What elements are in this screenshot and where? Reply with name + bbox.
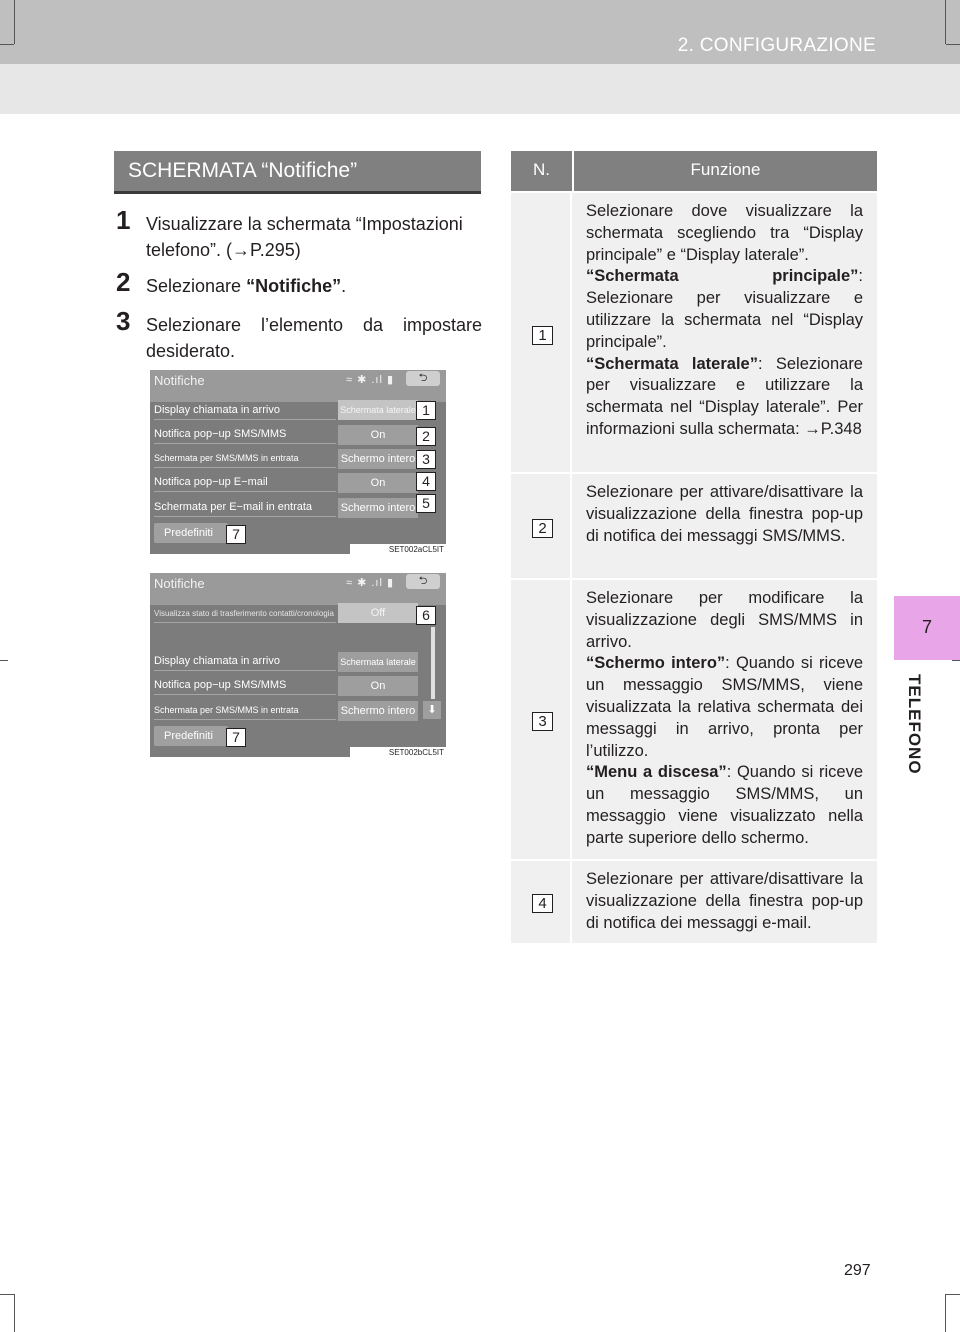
screenshot-notifiche-1 xyxy=(150,370,446,554)
row-description: Selezionare per attivare/disattivare la visualizzazione della finestra pop-up di notifica dei messaggi SMS/MMS. xyxy=(586,483,863,545)
row-number: 1 xyxy=(532,326,553,345)
page-number: 297 xyxy=(844,1262,871,1279)
setting-label: Notifica pop−up SMS/MMS xyxy=(154,677,336,695)
callout-label: 3 xyxy=(416,450,436,469)
callout-label: 6 xyxy=(416,606,436,625)
step-text: Selezionare “Notifiche”. xyxy=(146,276,347,296)
setting-label: Schermata per SMS/MMS in entrata xyxy=(154,450,336,468)
crop-mark xyxy=(945,1294,946,1332)
setting-label: Display chiamata in arrivo xyxy=(154,402,336,420)
row-number-cell xyxy=(511,580,572,859)
row-description: Selezionare dove visualizzare la schermata scegliendo tra “Display principale” e “Display laterale”. “Schermata principale”: Selezionare per visualizzare e utilizzare la schermata nel “Display principale”. “Schermata laterale”: Selezionare per visualizzare e utilizzare la schermata nel “Display laterale”. Per informazioni sulla schermata: →P.348 xyxy=(586,202,863,438)
setting-value-button[interactable]: Schermo intero xyxy=(338,701,418,721)
callout-label: 7 xyxy=(226,525,246,544)
screenshot-notifiche-2 xyxy=(150,573,446,757)
crop-mark xyxy=(946,44,960,45)
step-3 xyxy=(116,306,482,364)
callout-label: 4 xyxy=(416,472,436,491)
page-reference: →P.348 xyxy=(804,419,862,438)
status-icons: ≈ ✱ .ıl ▮ xyxy=(346,577,395,589)
table-row xyxy=(511,191,877,472)
crop-mark xyxy=(0,1294,14,1295)
crop-mark xyxy=(0,44,14,45)
setting-value-button[interactable]: On xyxy=(338,676,418,696)
back-button[interactable]: ⮌ xyxy=(406,574,440,589)
figure-code: SET002bCL5IT xyxy=(350,747,446,757)
callout-label: 7 xyxy=(226,728,246,747)
callout-label: 5 xyxy=(416,494,436,513)
figure-code: SET002aCL5IT xyxy=(350,544,446,554)
screen-title: Notifiche xyxy=(154,373,205,388)
row-number: 2 xyxy=(532,519,553,538)
setting-value-button[interactable]: Schermata laterale xyxy=(338,652,418,672)
setting-label: Notifica pop−up E−mail xyxy=(154,474,336,492)
setting-label: Visualizza stato di trasferimento contatti/cronologia xyxy=(154,605,336,623)
back-button[interactable]: ⮌ xyxy=(406,371,440,386)
chapter-label: TELEFONO xyxy=(905,674,924,775)
setting-label: Display chiamata in arrivo xyxy=(154,653,336,671)
scrollbar[interactable] xyxy=(431,627,435,699)
table-row xyxy=(511,472,877,578)
step-number: 2 xyxy=(116,267,131,297)
step-text: Visualizzare la schermata “Impostazioni telefono”. (→P.295) xyxy=(146,214,463,260)
crop-mark xyxy=(0,660,8,661)
chapter-title: 2. CONFIGURAZIONE xyxy=(677,35,876,56)
table-header-function: Funzione xyxy=(574,151,877,191)
row-number-cell xyxy=(511,193,572,472)
crop-mark xyxy=(952,660,960,661)
defaults-button[interactable]: Predefiniti xyxy=(154,726,228,746)
chapter-number: 7 xyxy=(921,617,932,637)
step-number: 3 xyxy=(116,306,131,336)
crop-mark xyxy=(945,0,946,44)
setting-value-button[interactable]: Schermo intero xyxy=(338,449,418,469)
defaults-button[interactable]: Predefiniti xyxy=(154,523,228,543)
row-number-cell xyxy=(511,861,572,943)
table-row xyxy=(511,859,877,943)
section-heading: SCHERMATA “Notifiche” xyxy=(114,151,481,194)
row-description: Selezionare per modificare la visualizzazione degli SMS/MMS in arrivo. “Schermo intero”: Quando si riceve un messaggio SMS/MMS, viene visualizzata la relativa schermata dei messaggi in arrivo, pronta per l’utilizzo. “Menu a discesa”: Quando si riceve un messaggio SMS/MMS, un messaggio viene visualizzato nella parte superiore dello schermo. xyxy=(586,589,864,847)
row-description: Selezionare per attivare/disattivare la visualizzazione della finestra pop-up di notifica dei messaggi e-mail. xyxy=(586,870,863,932)
setting-value-button[interactable]: Off xyxy=(338,603,418,623)
crop-mark xyxy=(14,1294,15,1332)
setting-value-button[interactable]: Schermo intero xyxy=(338,498,418,518)
row-number: 3 xyxy=(532,712,553,731)
table-header-number: N. xyxy=(511,151,572,191)
crop-mark xyxy=(946,1294,960,1295)
setting-label: Schermata per SMS/MMS in entrata xyxy=(154,702,336,720)
callout-label: 2 xyxy=(416,427,436,446)
setting-label: Schermata per E−mail in entrata xyxy=(154,499,336,517)
setting-value-button[interactable]: Schermata laterale xyxy=(338,400,418,420)
row-number-cell xyxy=(511,474,572,578)
crop-mark xyxy=(14,0,15,44)
screen-title: Notifiche xyxy=(154,576,205,591)
step-1 xyxy=(116,205,482,263)
table-row xyxy=(511,578,877,859)
setting-value-button[interactable]: On xyxy=(338,425,418,445)
callout-label: 1 xyxy=(416,401,436,420)
step-text: Selezionare l’elemento da impostare desiderato. xyxy=(146,315,482,361)
step-number: 1 xyxy=(116,205,131,235)
scroll-down-icon[interactable]: ⬇ xyxy=(423,701,441,719)
step-2 xyxy=(116,267,482,299)
row-number: 4 xyxy=(532,894,553,913)
setting-value-button[interactable]: On xyxy=(338,473,418,493)
setting-label: Notifica pop−up SMS/MMS xyxy=(154,426,336,444)
status-icons: ≈ ✱ .ıl ▮ xyxy=(346,374,395,386)
